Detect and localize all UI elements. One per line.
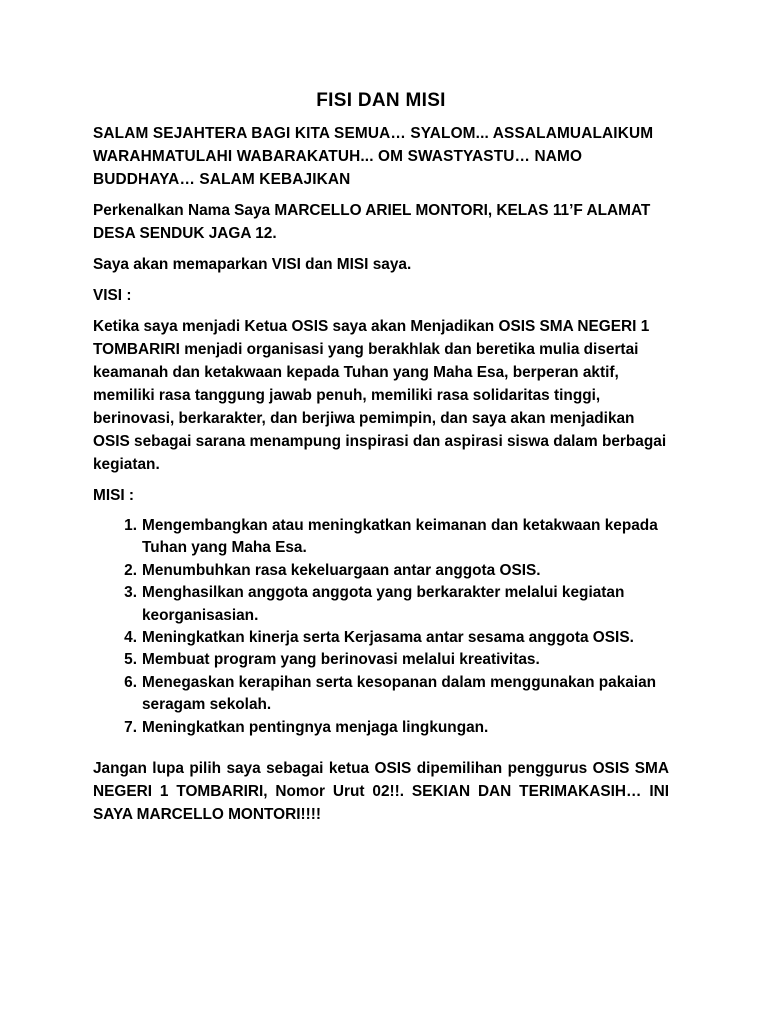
misi-list-item xyxy=(93,717,669,739)
list-number: 7. xyxy=(124,718,137,736)
misi-list-item xyxy=(93,672,669,717)
introduction-paragraph: Perkenalkan Nama Saya MARCELLO ARIEL MONTORI, KELAS 11’F ALAMAT DESA SENDUK JAGA 12. xyxy=(93,202,651,242)
list-item-text: Mengembangkan atau meningkatkan keimanan dan ketakwaan kepada Tuhan yang Maha Esa. xyxy=(142,517,658,557)
visi-heading: VISI : xyxy=(93,287,132,304)
misi-list-item xyxy=(93,627,669,649)
document-title: FISI DAN MISI xyxy=(316,90,446,111)
list-number: 3. xyxy=(124,584,137,602)
list-number: 1. xyxy=(124,517,137,534)
list-item-text: Meningkatkan kinerja serta Kerjasama antar sesama anggota OSIS. xyxy=(142,629,634,647)
closing-paragraph: Jangan lupa pilih saya sebagai ketua OSIS dipemilihan penggurus OSIS SMA NEGERI 1 TOMBARIRI, Nomor Urut 02!!. SEKIAN DAN TERIMAKASIH… INI SAYA MARCELLO MONTORI!!!! xyxy=(93,760,669,824)
list-item-text: Meningkatkan pentingnya menjaga lingkungan. xyxy=(142,718,489,736)
statement-paragraph: Saya akan memaparkan VISI dan MISI saya. xyxy=(93,256,412,273)
list-item-text: Menegaskan kerapihan serta kesopanan dalam menggunakan pakaian seragam sekolah. xyxy=(142,673,657,714)
misi-list-item xyxy=(93,515,669,560)
misi-list-item xyxy=(93,582,669,627)
list-number: 5. xyxy=(124,651,137,669)
document-body xyxy=(93,90,669,834)
misi-list-item xyxy=(93,560,669,582)
misi-heading: MISI : xyxy=(93,487,135,504)
visi-paragraph: Ketika saya menjadi Ketua OSIS saya akan Menjadikan OSIS SMA NEGERI 1 TOMBARIRI menjadi organisasi yang berakhlak dan beretika mulia disertai keamanah dan ketakwaan kepada Tuhan yang Maha Esa, berperan aktif, memiliki rasa tanggung jawab penuh, memiliki rasa solidaritas tinggi, berinovasi, berkarakter, dan berjiwa pemimpin, dan saya akan menjadikan OSIS sebagai sarana menampung inspirasi dan aspirasi siswa dalam berbagai kegiatan. xyxy=(93,318,667,473)
misi-list-item xyxy=(93,649,669,671)
greeting-paragraph: SALAM SEJAHTERA BAGI KITA SEMUA… SYALOM... ASSALAMUALAIKUM WARAHMATULAHI WABARAKATUH... OM SWASTYASTU… NAMO BUDDHAYA… SALAM KEBAJIKAN xyxy=(93,125,654,188)
misi-list xyxy=(93,515,669,739)
list-number: 6. xyxy=(124,673,137,691)
list-number: 4. xyxy=(124,629,137,647)
list-item-text: Membuat program yang berinovasi melalui kreativitas. xyxy=(142,651,540,669)
list-item-text: Menumbuhkan rasa kekeluargaan antar anggota OSIS. xyxy=(142,561,541,579)
list-number: 2. xyxy=(124,561,137,579)
list-item-text: Menghasilkan anggota anggota yang berkarakter melalui kegiatan keorganisasian. xyxy=(142,584,625,624)
